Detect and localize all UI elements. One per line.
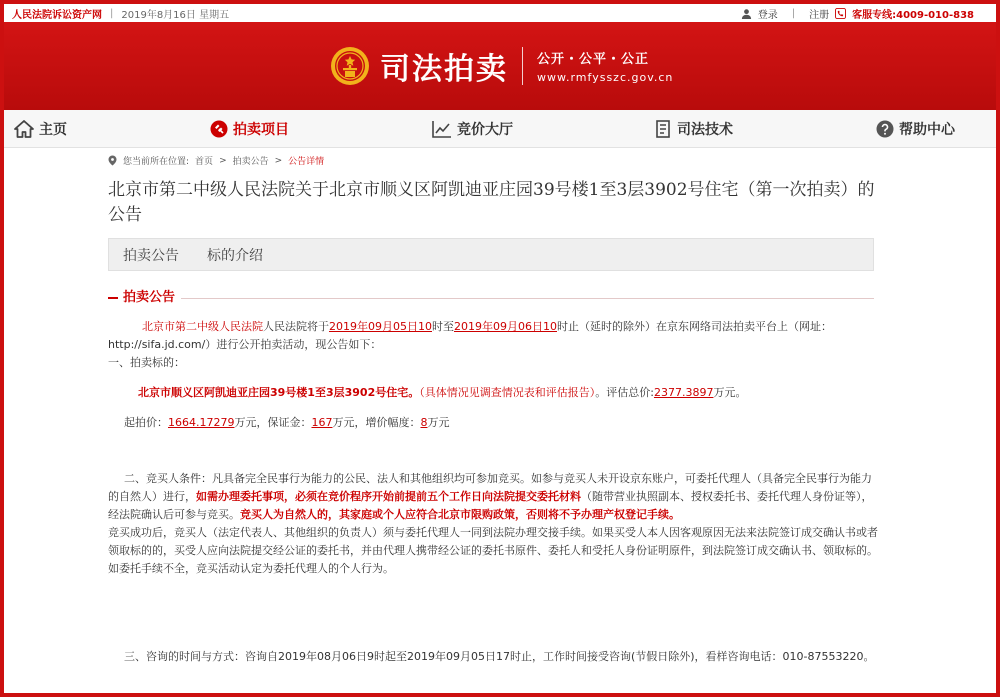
nav-item-judicial-tech[interactable] xyxy=(656,110,733,148)
bid-increment: 8 xyxy=(420,416,428,429)
item-3-paragraph xyxy=(108,648,878,666)
auction-target xyxy=(108,384,878,402)
brand-name: 司法拍卖 xyxy=(380,52,508,87)
text-fragment: 起拍价： xyxy=(124,416,168,429)
nav-item-home[interactable] xyxy=(14,110,67,148)
gavel-icon xyxy=(210,120,228,138)
page-title: 北京市第二中级人民法院关于北京市顺义区阿凯迪亚庄园39号楼1至3层3902号住宅（第一次拍卖）的公告 xyxy=(108,180,875,225)
register-link[interactable]: 注册 xyxy=(809,10,830,21)
breadcrumb-arrow: > xyxy=(274,155,283,166)
user-icon xyxy=(741,8,752,19)
price-line xyxy=(108,414,878,432)
text-fragment: 万元 xyxy=(427,416,450,429)
evaluation-price: 2377.3897 xyxy=(653,386,714,399)
auction-end-time: 2019年09月06日10 xyxy=(454,320,557,333)
text-fragment: 万元，保证金： xyxy=(234,416,312,429)
item-1-heading: 一、拍卖标的： xyxy=(108,356,185,369)
location-pin-icon xyxy=(108,155,117,166)
slogan-box xyxy=(537,48,673,84)
content-tabs xyxy=(108,238,874,271)
document-icon xyxy=(656,120,672,138)
tab-target-intro[interactable]: 标的介绍 xyxy=(207,247,263,264)
breadcrumb-current: 公告详情 xyxy=(288,157,325,167)
section-divider xyxy=(108,298,874,299)
header-banner xyxy=(4,22,996,110)
delegation-requirement: 如需办理委托事项，必须在竞价程序开始前提前五个工作日向法院提交委托材料 xyxy=(196,490,581,503)
text-fragment: （随带营业执照副本、授权委托书、委托代理人身份证等），经法院确认后可参与竞买。 xyxy=(108,490,873,521)
text-fragment: 三、咨询的时间与方式：咨询自2019年08月06日9时起至2019年09月05日17时止，工作时间接受咨询(节假日除外)，看样咨询电话：010-87553220。 xyxy=(124,650,875,663)
court-name: 北京市第二中级人民法院 xyxy=(142,320,263,333)
text-fragment: 万元。 xyxy=(713,386,747,399)
phone-icon xyxy=(835,8,846,19)
breadcrumb-prefix: 您当前所在位置: xyxy=(123,157,190,167)
purchase-restriction: 竞买人为自然人的，其家庭或个人应符合北京市限购政策，否则将不予办理产权登记手续。 xyxy=(240,508,680,521)
text-fragment: 竞买成功后，竞买人（法定代表人、其他组织的负责人）须与委托代理人一同到法院办理交接手续。如果买受人本人因客观原因无法来法院签订成交确认书或者领取标的的，买受人应向法院提交经公证的委托书，并由代理人携带经公证的委托书原件、委托人和受托人身份证明原件，到法院签订成交确认书、领取标的。如委托手续不全，竞买活动认定为委托代理人的个人行为。 xyxy=(108,526,878,575)
text-fragment: 二、竞买人条件：凡具备完全民事行为能力的公民、法人和其他组织均可参加竞买。如参与竞买人未开设京东账户，可委托代理人（具备完全民事行为能力的自然人）进行， xyxy=(108,472,872,503)
nav-item-bidding-hall[interactable] xyxy=(432,110,513,148)
breadcrumb-home[interactable]: 首页 xyxy=(195,157,214,167)
help-icon xyxy=(876,120,894,138)
text-fragment: 万元，增价幅度： xyxy=(332,416,421,429)
text-fragment: 人民法院将于 xyxy=(263,320,329,333)
target-name: 北京市顺义区阿凯迪亚庄园39号楼1至3层3902号住宅。 xyxy=(138,386,420,399)
site-name-link[interactable]: 人民法院诉讼资产网 xyxy=(12,9,102,21)
item-2-paragraph xyxy=(108,470,878,578)
breadcrumb-section[interactable]: 拍卖公告 xyxy=(232,157,269,167)
breadcrumb-arrow: > xyxy=(219,155,227,166)
nav-label: 司法技术 xyxy=(677,122,733,138)
nav-item-auction-projects[interactable] xyxy=(210,110,289,148)
current-date: 2019年8月16日 星期五 xyxy=(121,9,230,21)
login-link[interactable]: 登录 xyxy=(757,10,778,21)
site-logo[interactable] xyxy=(330,44,673,88)
text-fragment: 。评估总价: xyxy=(595,386,654,399)
site-url: www.rmfysszc.gov.cn xyxy=(537,71,674,84)
chart-icon xyxy=(432,120,452,138)
slogan: 公开・公平・公正 xyxy=(537,52,650,67)
breadcrumb xyxy=(108,154,324,167)
top-bar-actions xyxy=(741,6,974,21)
nav-label: 拍卖项目 xyxy=(233,122,289,138)
notice-paragraph-1 xyxy=(108,318,878,354)
court-emblem-icon xyxy=(330,46,370,86)
hotline: 客服专线:4009-010-838 xyxy=(852,10,974,21)
separator: | xyxy=(110,7,114,19)
brand-divider xyxy=(522,47,523,85)
nav-label: 帮助中心 xyxy=(899,122,955,138)
section-header xyxy=(108,286,874,306)
main-nav xyxy=(4,110,996,148)
home-icon xyxy=(14,120,34,138)
separator: | xyxy=(791,8,796,19)
top-bar xyxy=(4,4,996,22)
nav-item-help-center[interactable] xyxy=(876,110,955,148)
deposit-amount: 167 xyxy=(311,416,333,429)
nav-label: 竞价大厅 xyxy=(457,122,513,138)
text-fragment: 时至 xyxy=(432,320,454,333)
starting-price: 1664.17279 xyxy=(168,416,235,429)
section-title: 拍卖公告 xyxy=(108,286,181,305)
target-note-link[interactable]: （具体情况见调查情况表和评估报告） xyxy=(419,386,596,399)
auction-start-time: 2019年09月05日10 xyxy=(329,320,432,333)
nav-label: 主页 xyxy=(39,122,67,138)
text-fragment: 时止（延时的除外）在京东网络司法拍卖平台上（网址：http://sifa.jd.com/）进行公开拍卖活动，现公告如下： xyxy=(108,320,832,351)
tab-auction-notice[interactable]: 拍卖公告 xyxy=(123,247,179,264)
